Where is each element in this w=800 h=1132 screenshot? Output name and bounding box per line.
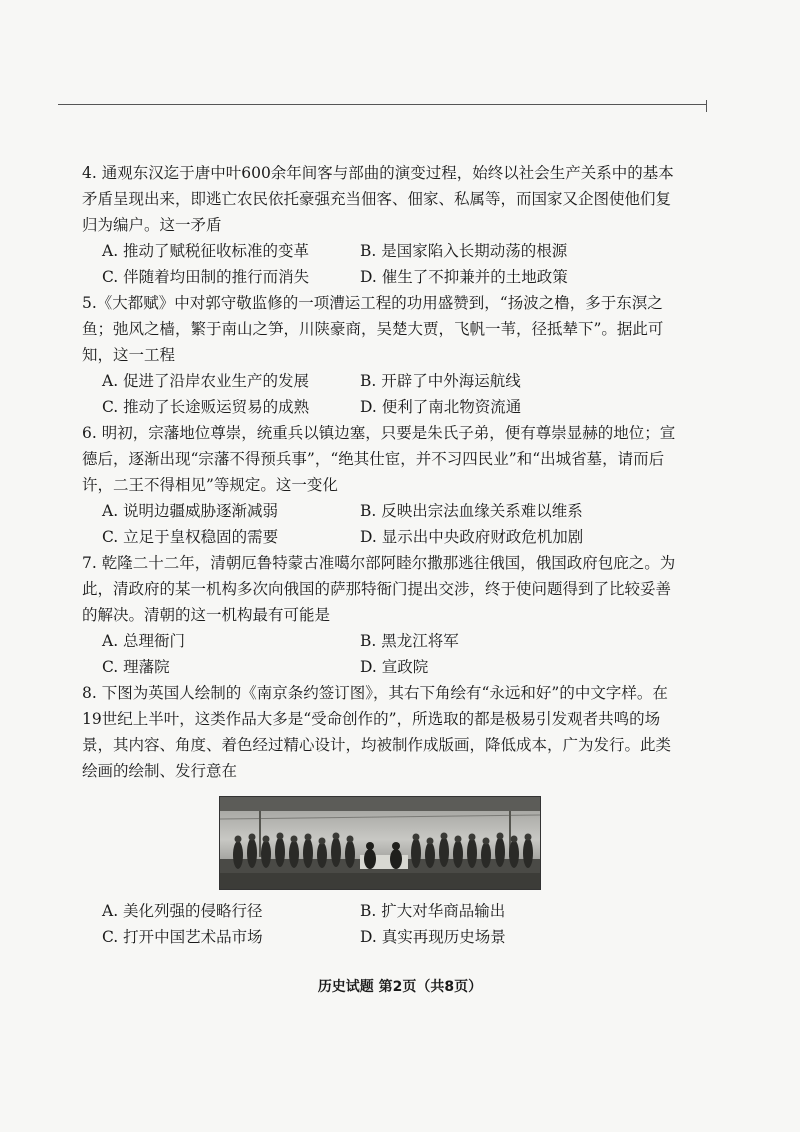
option-list: [82, 368, 682, 420]
question-7: [82, 550, 682, 680]
header-rule-tick: [706, 100, 707, 112]
question-8: [82, 680, 682, 950]
option-d[interactable]: D. 催生了不抑兼并的土地政策: [360, 268, 568, 286]
option-c[interactable]: C. 理藩院: [102, 658, 170, 676]
option-list: [82, 498, 682, 550]
option-d[interactable]: D. 显示出中央政府财政危机加剧: [360, 528, 584, 546]
option-b[interactable]: B. 扩大对华商品输出: [360, 902, 506, 920]
question-5: [82, 290, 682, 420]
question-4: [82, 160, 682, 290]
option-a[interactable]: A. 说明边疆威胁逐渐减弱: [102, 502, 279, 520]
question-stem: 7. 乾隆二十二年，清朝厄鲁特蒙古准噶尔部阿睦尔撒那逃往俄国，俄国政府包庇之。为此，清政府的某一机构多次向俄国的萨那特衙门提出交涉，终于使问题得到了比较妥善的解决。清朝的这一机构最有可能是: [82, 554, 676, 624]
option-c[interactable]: C. 打开中国艺术品市场: [102, 928, 263, 946]
option-b[interactable]: B. 反映出宗法血缘关系难以维系: [360, 502, 583, 520]
question-6: [82, 420, 682, 550]
option-c[interactable]: C. 推动了长途贩运贸易的成熟: [102, 398, 310, 416]
option-list: [82, 898, 682, 950]
option-b[interactable]: B. 是国家陷入长期动荡的根源: [360, 242, 568, 260]
option-b[interactable]: B. 开辟了中外海运航线: [360, 372, 521, 390]
question-stem: 4. 通观东汉迄于唐中叶600余年间客与部曲的演变过程，始终以社会生产关系中的基本矛盾呈现出来，即逃亡农民依托豪强充当佃客、佃家、私属等，而国家又企图使他们复归为编户。这一矛盾: [82, 164, 674, 234]
option-d[interactable]: D. 宣政院: [360, 658, 429, 676]
header-rule: [58, 104, 706, 105]
question-stem: 6. 明初，宗藩地位尊崇，统重兵以镇边塞，只要是朱氏子弟，便有尊崇显赫的地位；宣德后，逐渐出现“宗藩不得预兵事”，“绝其仕宦，并不习四民业”和“出城省墓，请而后许，二王不得相见”等规定。这一变化: [82, 424, 676, 494]
page-footer: 历史试题 第2页（共8页）: [317, 979, 483, 995]
option-a[interactable]: A. 促进了沿岸农业生产的发展: [102, 372, 310, 390]
option-a[interactable]: A. 总理衙门: [102, 632, 186, 650]
option-c[interactable]: C. 伴随着均田制的推行而消失: [102, 268, 310, 286]
exam-content: [82, 160, 682, 950]
option-a[interactable]: A. 美化列强的侵略行径: [102, 902, 263, 920]
treaty-signing-engraving: [219, 796, 541, 890]
option-b[interactable]: B. 黑龙江将军: [360, 632, 459, 650]
option-c[interactable]: C. 立足于皇权稳固的需要: [102, 528, 279, 546]
option-d[interactable]: D. 便利了南北物资流通: [360, 398, 522, 416]
question-stem: 5.《大都赋》中对郭守敬监修的一项漕运工程的功用盛赞到，“扬波之橹，多于东溟之鱼；弛风之樯，繁于南山之笋，川陕豪商，吴楚大贾，飞帆一苇，径抵辇下”。据此可知，这一工程: [82, 294, 664, 364]
option-list: [82, 238, 682, 290]
option-list: [82, 628, 682, 680]
question-stem: 8. 下图为英国人绘制的《南京条约签订图》，其右下角绘有“永远和好”的中文字样。在19世纪上半叶，这类作品大多是“受命创作的”，所选取的都是极易引发观者共鸣的场景，其内容、角度、着色经过精心设计，均被制作成版画，降低成本，广为发行。此类绘画的绘制、发行意在: [82, 684, 672, 780]
option-d[interactable]: D. 真实再现历史场景: [360, 928, 506, 946]
option-a[interactable]: A. 推动了赋税征收标准的变革: [102, 242, 310, 260]
